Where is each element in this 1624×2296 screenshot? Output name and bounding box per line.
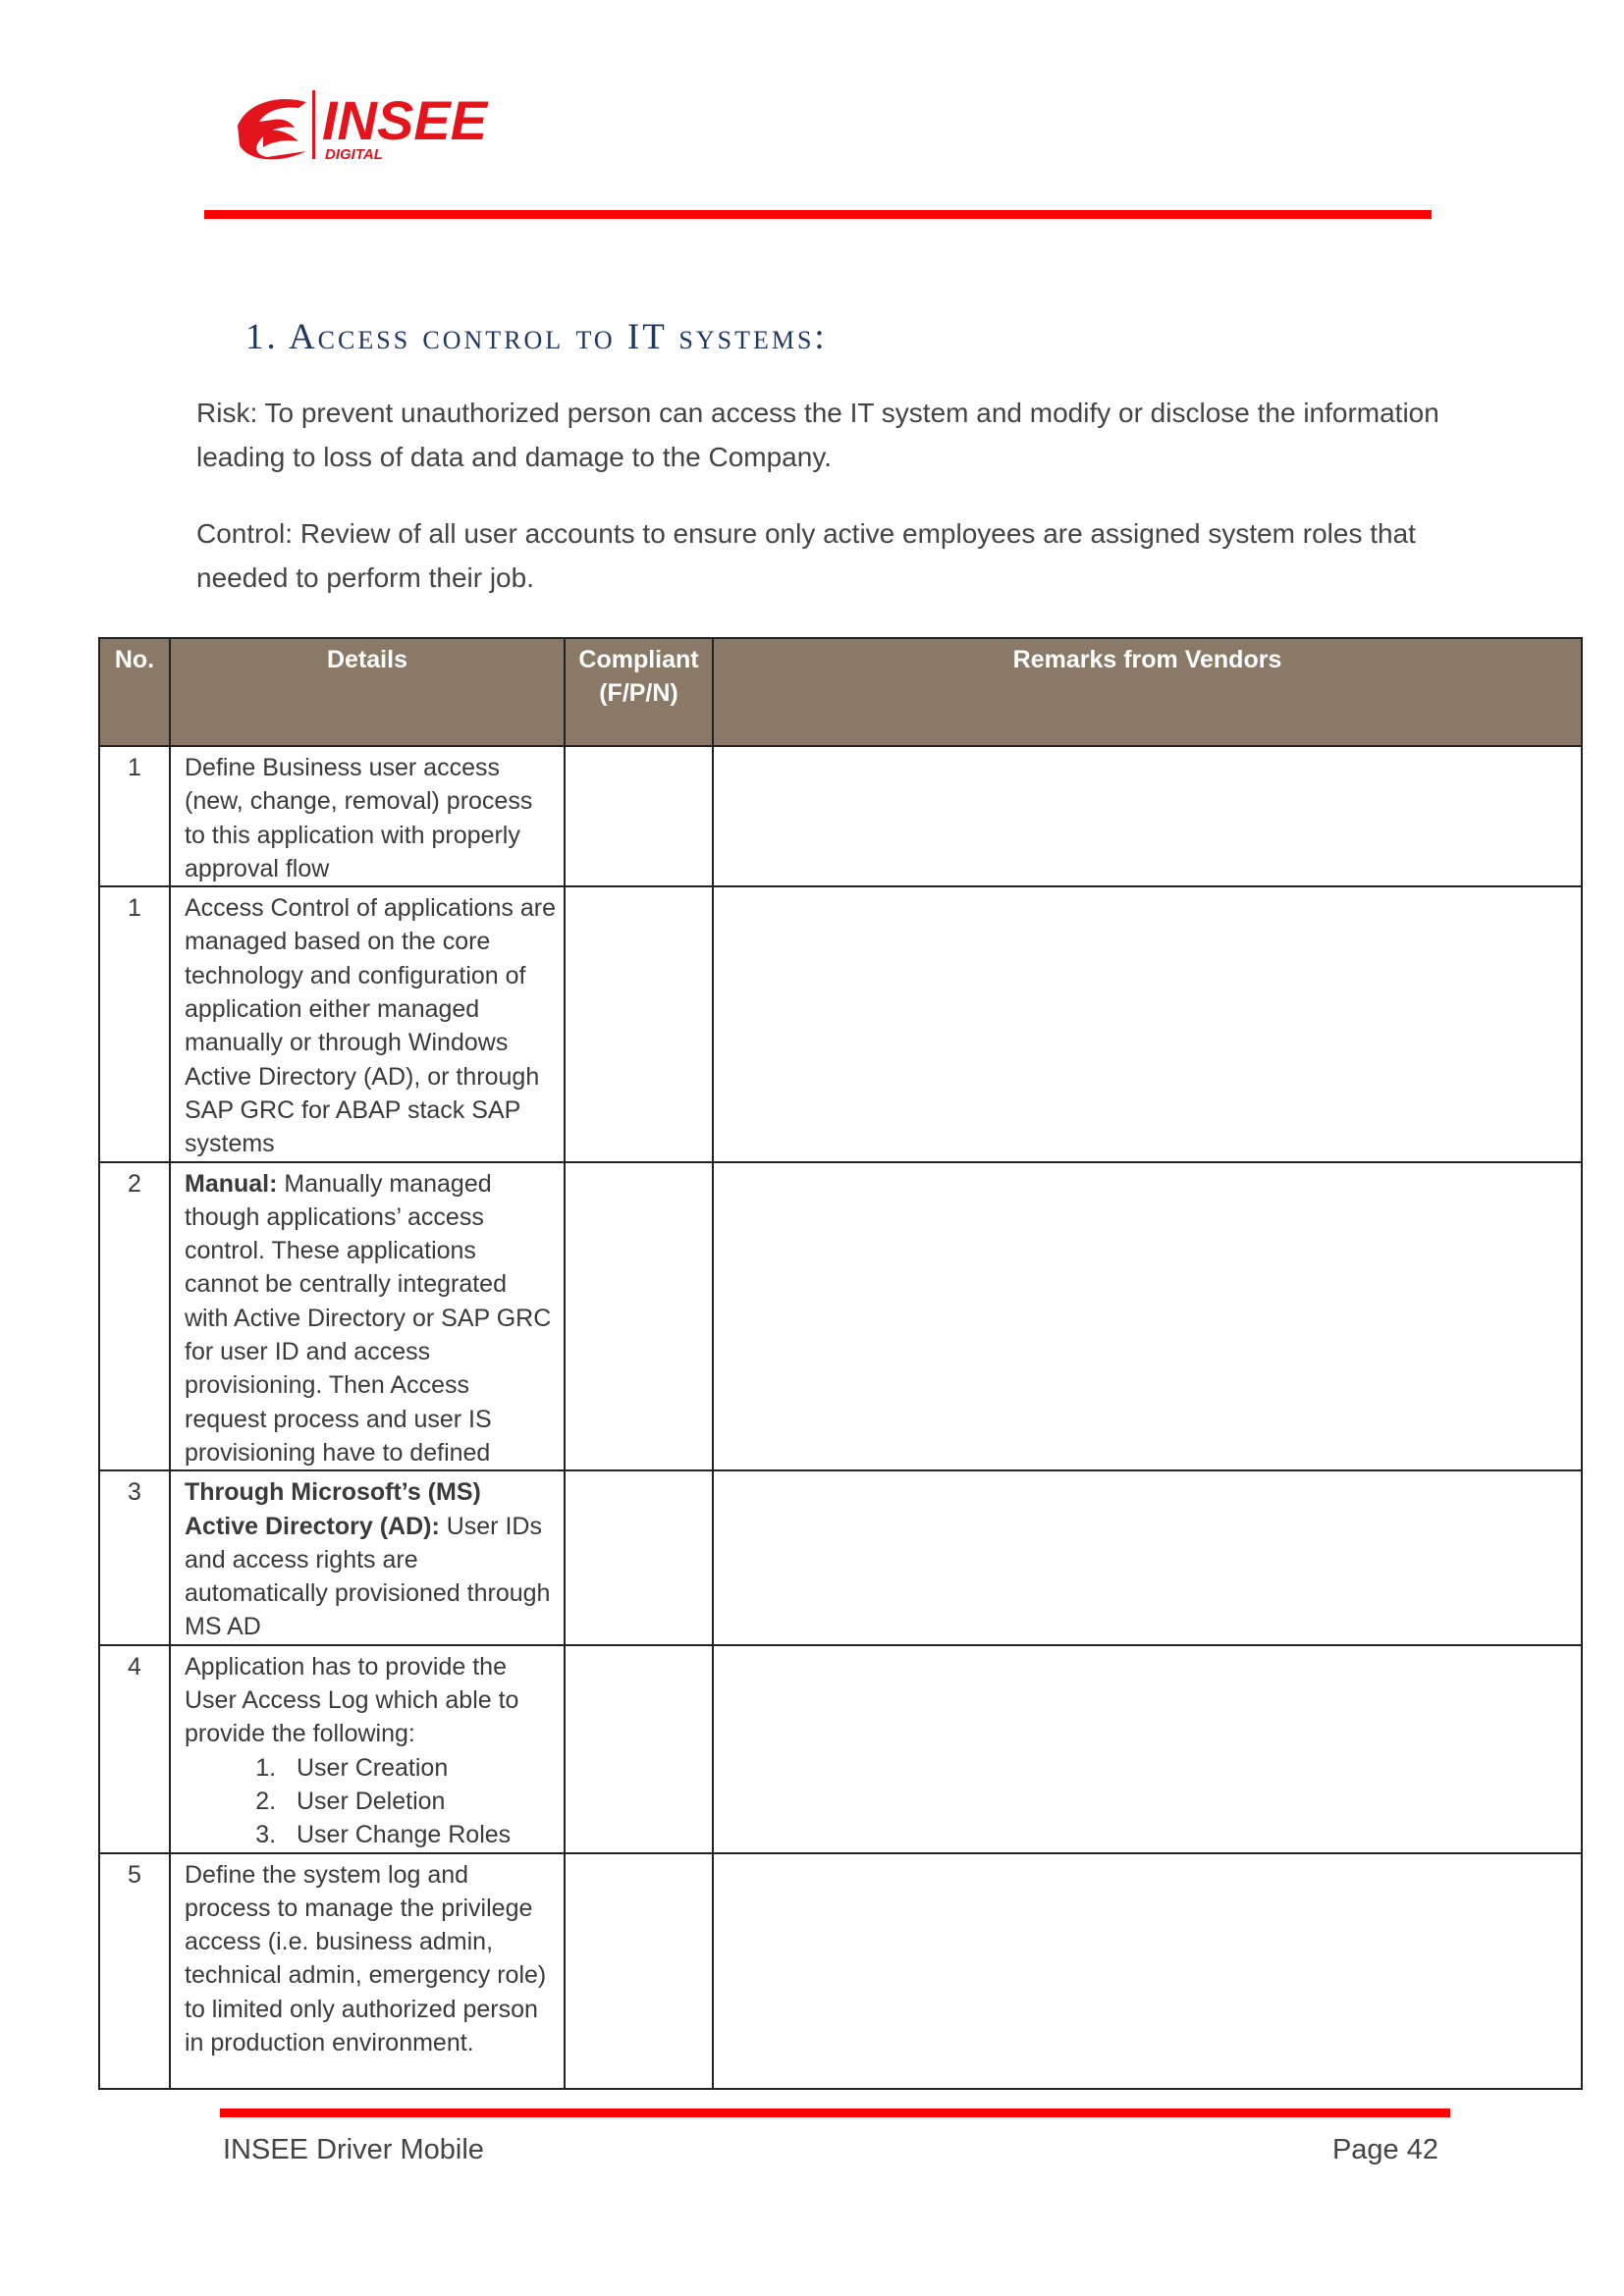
- row-details: [170, 1645, 565, 1853]
- remarks-cell[interactable]: [713, 1470, 1582, 1644]
- row-number: 1: [99, 746, 170, 886]
- section-heading: 1. Access control to IT systems:: [245, 317, 828, 357]
- compliant-cell[interactable]: [565, 1853, 713, 2089]
- row-details: [170, 1470, 565, 1644]
- remarks-cell[interactable]: [713, 1162, 1582, 1471]
- row-details-text: Access Control of applications are managed based on the core technology and configuration of application either managed manually or through Windows Active Directory (AD), or through SAP GRC for ABAP stack SAP systems: [185, 894, 556, 1158]
- eagle-logo-icon: [234, 88, 518, 162]
- remarks-cell[interactable]: [713, 746, 1582, 886]
- table-row: [99, 1853, 1582, 2089]
- list-item: 2. User Deletion: [283, 1785, 556, 1818]
- footer-rule: [220, 2109, 1450, 2117]
- list-item: 3. User Change Roles: [283, 1818, 556, 1851]
- footer-document-name: INSEE Driver Mobile: [223, 2134, 484, 2165]
- risk-paragraph: Risk: To prevent unauthorized person can access the IT system and modify or disclose the information leading to loss of data and damage to the Company.: [196, 398, 1439, 472]
- row-details: [170, 1162, 565, 1471]
- row-number: 4: [99, 1645, 170, 1853]
- access-control-table: [98, 637, 1583, 2090]
- table-row: [99, 1645, 1582, 1853]
- logo-brand-text: INSEE: [322, 89, 488, 151]
- row-details-text: Application has to provide the User Access Log which able to provide the following:: [185, 1652, 519, 1748]
- row-details-text: User IDs and access rights are automatically provisioned through MS AD: [185, 1512, 551, 1641]
- table-row: [99, 1470, 1582, 1644]
- footer-page-number: Page 42: [1331, 2134, 1438, 2165]
- compliant-cell[interactable]: [565, 1162, 713, 1471]
- row-number: 5: [99, 1853, 170, 2089]
- row-details: [170, 746, 565, 886]
- compliant-cell[interactable]: [565, 886, 713, 1161]
- row-number: 2: [99, 1162, 170, 1471]
- remarks-cell[interactable]: [713, 1853, 1582, 2089]
- remarks-cell[interactable]: [713, 886, 1582, 1161]
- table-row: [99, 886, 1582, 1161]
- header-compliant: Compliant (F/P/N): [565, 638, 713, 746]
- table-header-row: [99, 638, 1582, 746]
- header-rule: [204, 210, 1432, 219]
- row-details-text: Manually managed though applications’ access control. These applications cannot be centrally integrated with Active Directory or SAP GRC for user ID and access provisioning. Then Access request process and user IS provisioning have to defined: [185, 1169, 552, 1467]
- header-details: Details: [170, 638, 565, 746]
- row-details: [170, 1853, 565, 2089]
- row-details: [170, 886, 565, 1161]
- logo-sub-text: DIGITAL: [325, 146, 383, 162]
- row-details-lead: Through Microsoft’s (MS) Active Directory (AD):: [185, 1478, 481, 1540]
- table-row: [99, 1162, 1582, 1471]
- access-log-list: [185, 1751, 556, 1852]
- row-details-lead: Manual:: [185, 1169, 278, 1198]
- row-details-text: Define Business user access (new, change, removal) process to this application with properly approval flow: [185, 754, 533, 882]
- control-paragraph: Control: Review of all user accounts to ensure only active employees are assigned system roles that needed to perform their job.: [196, 518, 1416, 593]
- row-details-text: Define the system log and process to manage the privilege access (i.e. business admin, technical admin, emergency role) to limited only authorized person in production environment.: [185, 1860, 547, 2056]
- compliant-cell[interactable]: [565, 746, 713, 886]
- header-no: No.: [99, 638, 170, 746]
- compliant-cell[interactable]: [565, 1470, 713, 1644]
- row-number: 3: [99, 1470, 170, 1644]
- table-row: [99, 746, 1582, 886]
- list-item: 1. User Creation: [283, 1751, 556, 1785]
- remarks-cell[interactable]: [713, 1645, 1582, 1853]
- compliant-cell[interactable]: [565, 1645, 713, 1853]
- row-number: 1: [99, 886, 170, 1161]
- insee-digital-logo: [234, 88, 518, 162]
- header-remarks: Remarks from Vendors: [713, 638, 1582, 746]
